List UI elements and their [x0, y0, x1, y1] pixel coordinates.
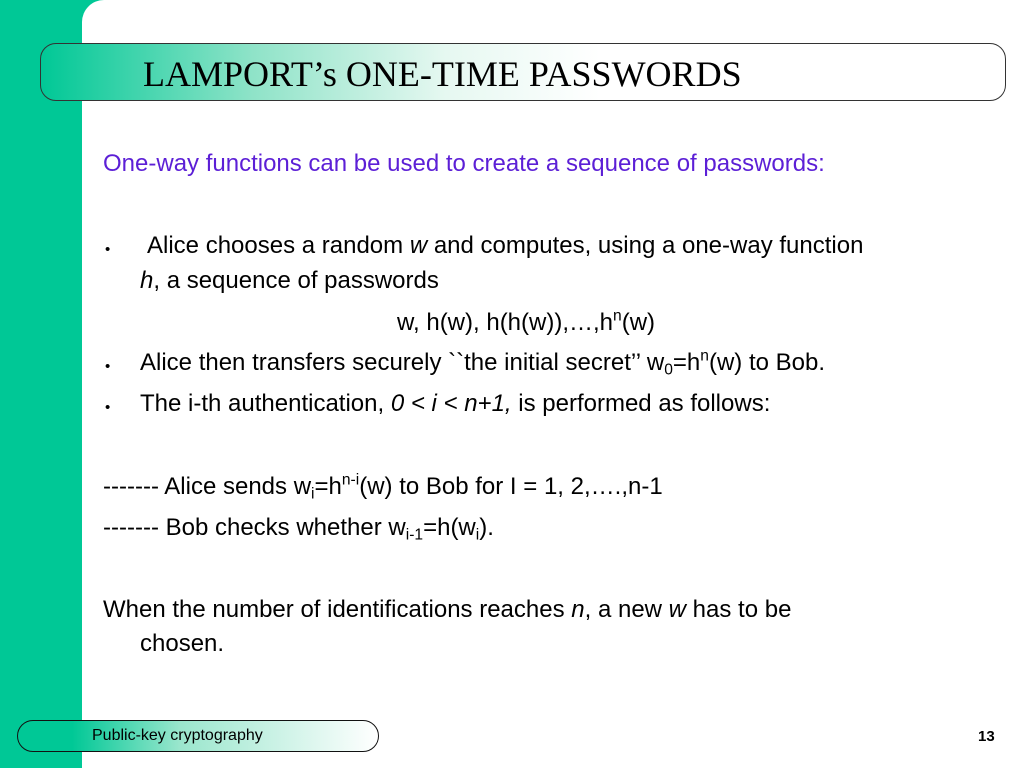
bullet-1-line-2: h, a sequence of passwords: [140, 267, 439, 294]
bullet-1-line-1: Alice chooses a random w and computes, using a one-way function: [147, 232, 864, 259]
side-accent-bar: [0, 0, 82, 768]
slide-title: LAMPORT’s ONE-TIME PASSWORDS: [143, 54, 742, 94]
step-2-text: ------- Bob checks whether $w_{i-1}=h(w_i)$.: [103, 514, 494, 544]
bullet-glyph: •: [105, 241, 111, 258]
bullet-glyph: •: [105, 358, 111, 375]
bullet-2-text: Alice then transfers securely ``the initial secret’’ $w_0=h^n(w)$ to Bob.: [140, 347, 825, 379]
password-sequence: w, h(w), $h(h(w)),\dots,h^n(w)$: [397, 307, 656, 336]
step-1-text: ------- Alice sends $w_i=h^{n-i}(w)$ to Bob for I = 1, 2,….,n-1: [103, 471, 663, 503]
final-line-2: chosen.: [140, 630, 225, 657]
bullet-glyph: •: [105, 399, 111, 416]
side-accent-curve: [82, 0, 104, 22]
footer-label: Public-key cryptography: [92, 727, 263, 744]
final-line-1: When the number of identifications reaches n, a new w has to be: [103, 596, 792, 623]
intro-text: One-way functions can be used to create a sequence of passwords:: [103, 150, 825, 177]
bullet-3-text: The i-th authentication, 0 < i < n+1, is performed as follows:: [140, 390, 771, 417]
page-number: 13: [978, 728, 995, 745]
